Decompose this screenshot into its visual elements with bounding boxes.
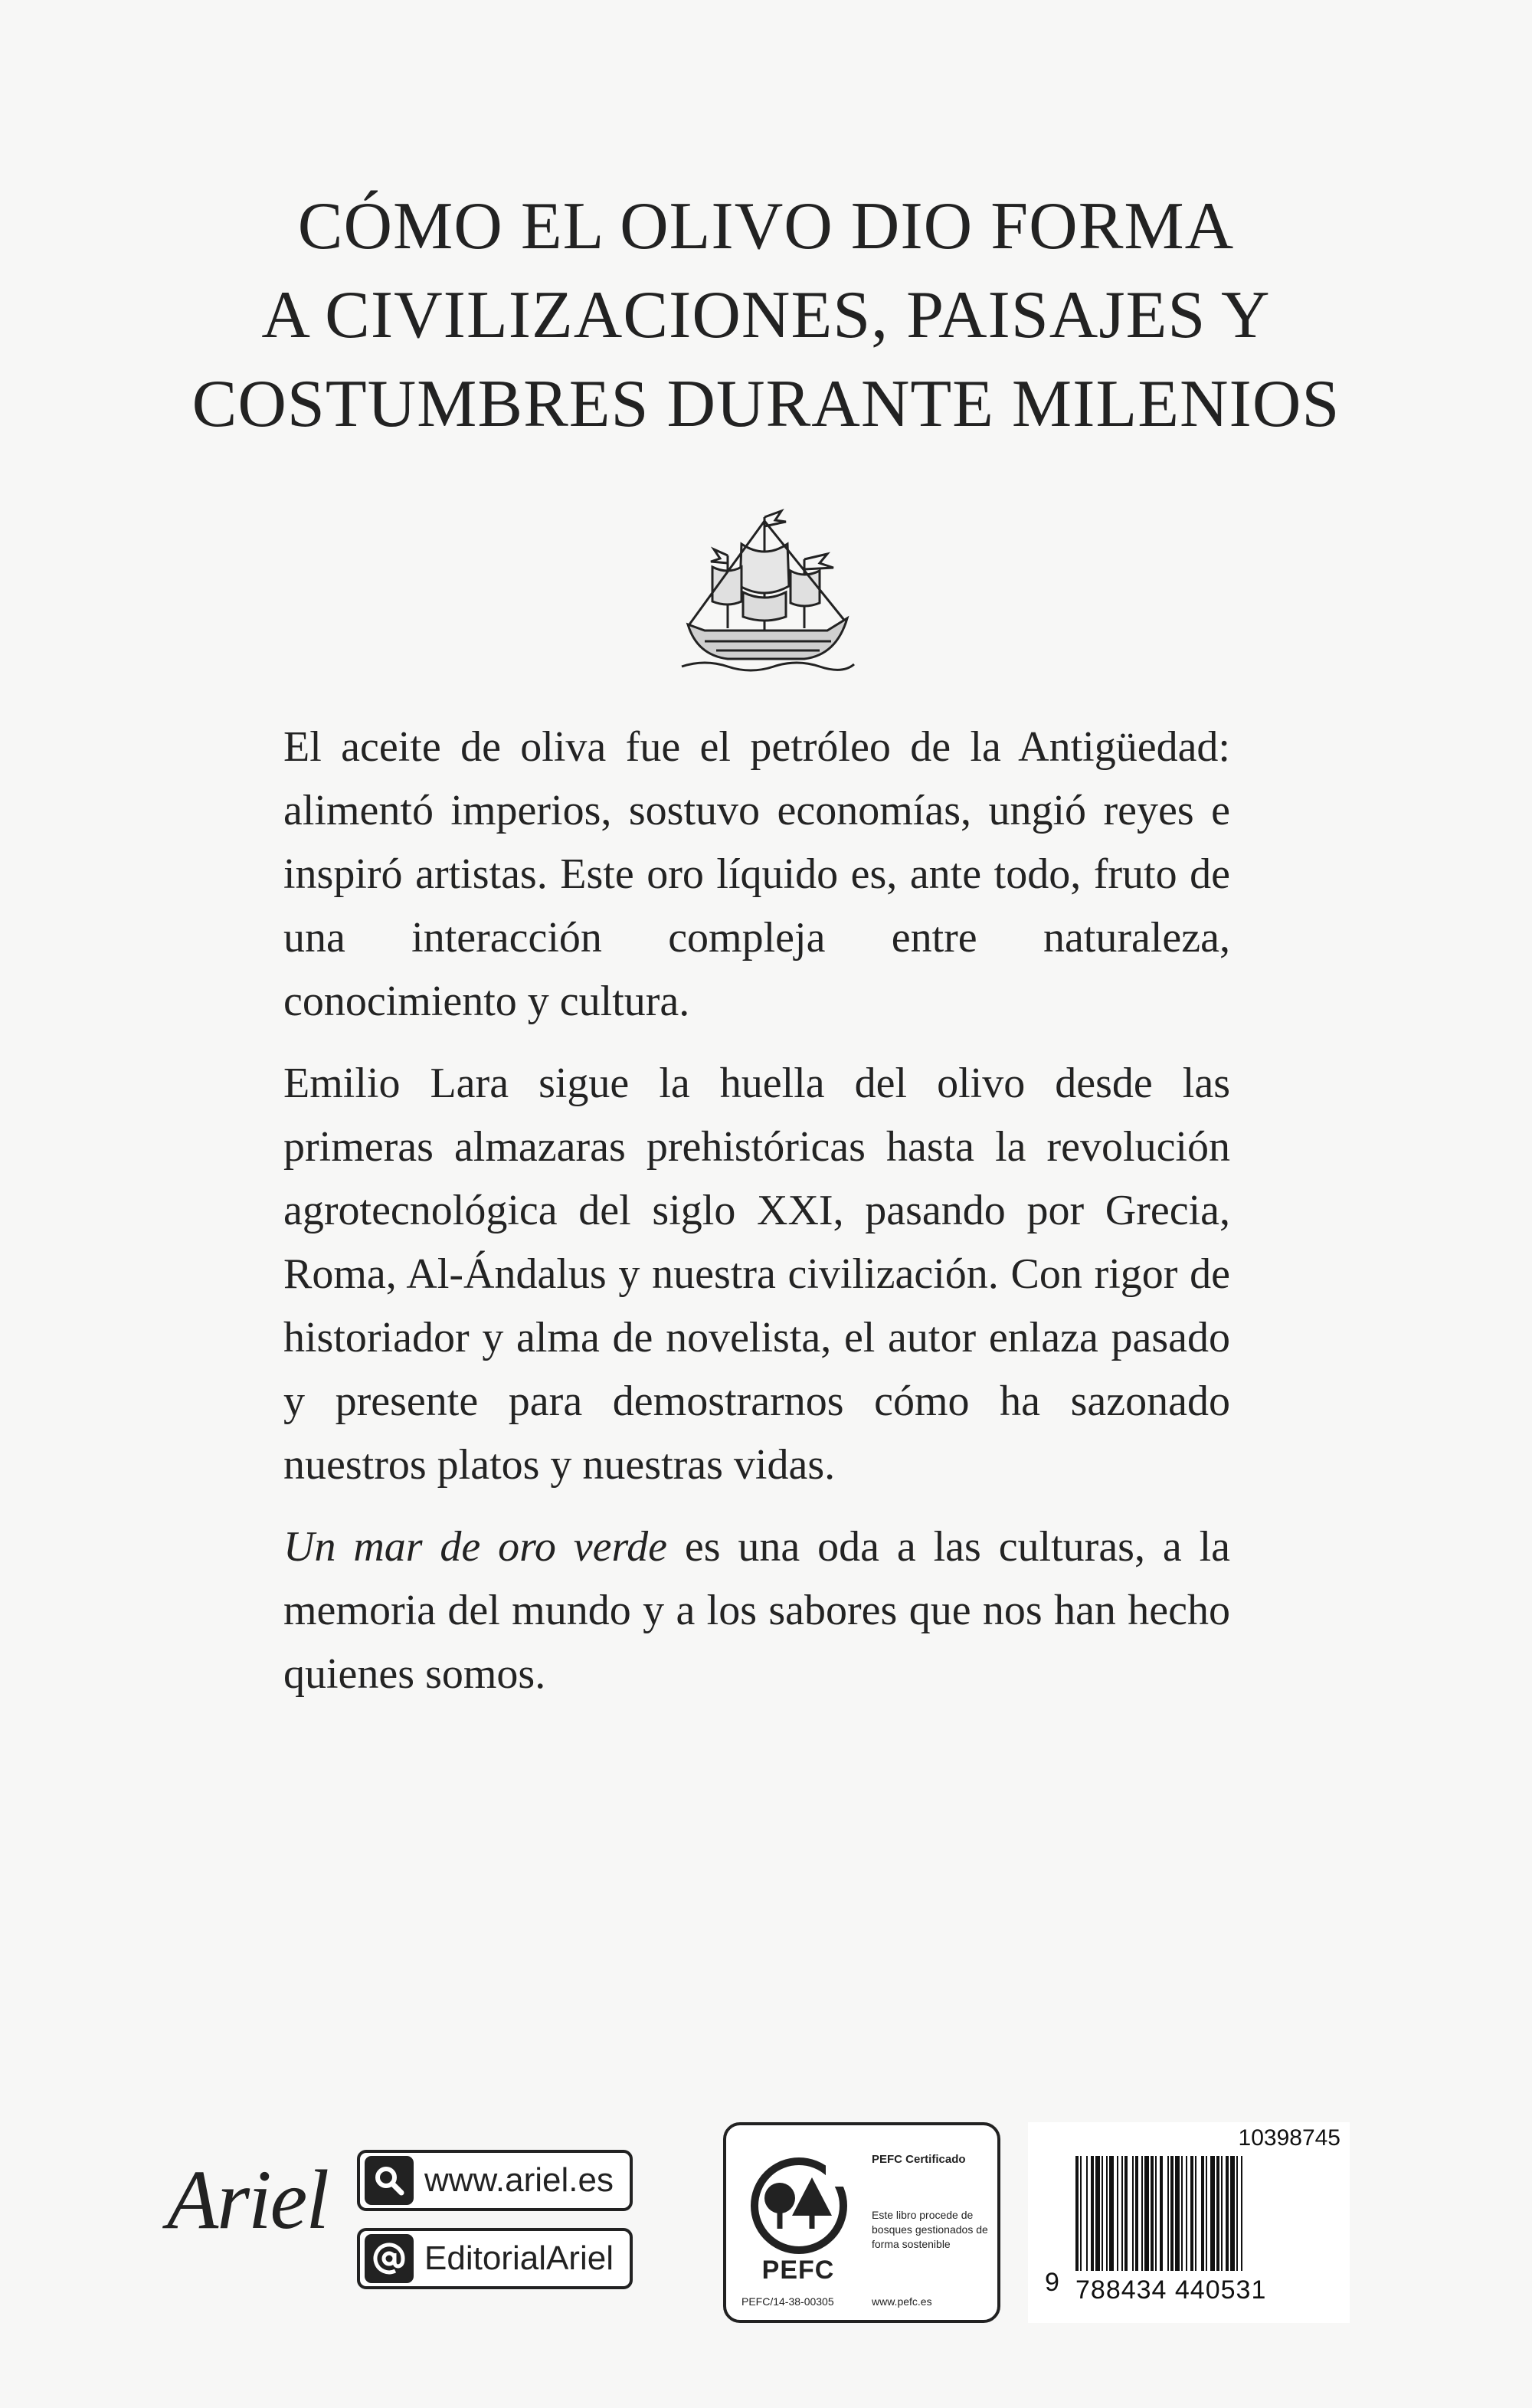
barcode-bar — [1109, 2156, 1114, 2271]
pefc-certification — [723, 2122, 1000, 2323]
pefc-certified: PEFC Certificado — [872, 2153, 966, 2166]
barcode-bar — [1210, 2156, 1215, 2271]
at-sign-icon — [365, 2234, 414, 2283]
pefc-description: Este libro procede de bosques gestionados de forma sostenible — [872, 2209, 988, 2250]
barcode-bar — [1135, 2156, 1138, 2271]
barcode-bar — [1080, 2156, 1082, 2271]
blurb-paragraph-2: Emilio Lara sigue la huella del olivo desde las primeras almazaras prehistóricas hasta la revolución agrotecnológica del siglo XXI, pasando por Grecia, Roma, Al-Ándalus y nuestra civilización. Con rigor de historiador y alma de novelista, el autor enlaza pasado y presente para demostrarnos cómo ha sazonado nuestros platos y nuestras vidas. — [283, 1060, 1230, 1489]
headline-line-3: COSTUMBRES DURANTE MILENIOS — [192, 367, 1340, 441]
barcode-bar — [1216, 2156, 1219, 2271]
social-badge[interactable] — [357, 2228, 633, 2289]
barcode-bar — [1175, 2156, 1180, 2271]
barcode-panel — [1028, 2122, 1350, 2323]
pefc-label: PEFC — [761, 2256, 835, 2285]
barcode-bar — [1190, 2156, 1193, 2271]
barcode-bar — [1091, 2156, 1094, 2271]
website-badge[interactable] — [357, 2150, 633, 2211]
barcode-icon — [1075, 2156, 1336, 2275]
headline — [77, 182, 1455, 449]
pefc-tree-icon — [749, 2156, 849, 2256]
barcode-bar — [1155, 2156, 1157, 2271]
isbn-digits: 788434 440531 — [1075, 2275, 1267, 2305]
ship-engraving-icon — [674, 502, 858, 678]
blurb-paragraph-3 — [283, 1515, 1230, 1706]
internal-code: 10398745 — [1238, 2125, 1340, 2151]
barcode-bar — [1206, 2156, 1207, 2271]
blurb-paragraph-1: El aceite de oliva fue el petróleo de la Antigüedad: alimentó imperios, sostuvo economías, ungió reyes e inspiró artistas. Este oro líquido es, ante todo, fruto de una interacción compleja entre naturaleza, conocimiento y cultura. — [283, 723, 1230, 1025]
website-url[interactable]: www.ariel.es — [424, 2161, 614, 2199]
barcode-bar — [1186, 2156, 1187, 2271]
barcode-bar — [1167, 2156, 1169, 2271]
blurb — [283, 716, 1230, 1725]
pefc-code: PEFC/14-38-00305 — [741, 2295, 834, 2308]
barcode-bar — [1141, 2156, 1143, 2271]
barcode-bar — [1241, 2156, 1242, 2271]
barcode-bar — [1151, 2156, 1154, 2271]
barcode-bar — [1132, 2156, 1134, 2271]
barcode-bar — [1181, 2156, 1183, 2271]
barcode-bar — [1221, 2156, 1223, 2271]
barcode-bar — [1095, 2156, 1100, 2271]
barcode-bar — [1117, 2156, 1118, 2271]
barcode-bar — [1124, 2156, 1128, 2271]
book-title: Un mar de oro verde — [283, 1523, 668, 1571]
social-handle[interactable]: EditorialAriel — [424, 2239, 614, 2277]
barcode-bar — [1230, 2156, 1235, 2271]
barcode-bar — [1170, 2156, 1174, 2271]
ariel-logo: Ariel — [167, 2153, 328, 2246]
search-icon — [365, 2156, 414, 2205]
barcode-bar — [1160, 2156, 1163, 2271]
barcode-bar — [1226, 2156, 1229, 2271]
barcode-bar — [1121, 2156, 1123, 2271]
barcode-bar — [1201, 2156, 1204, 2271]
headline-line-1: CÓMO EL OLIVO DIO FORMA — [297, 189, 1235, 264]
barcode-bar — [1102, 2156, 1103, 2271]
blurb-paragraph-3-rest: es una oda a las culturas, a la memoria del mundo y a los sabores que nos han hecho quienes somos. — [283, 1523, 1230, 1698]
barcode-bar — [1086, 2156, 1088, 2271]
barcode-bar — [1195, 2156, 1196, 2271]
barcode-bar — [1236, 2156, 1238, 2271]
barcode-bar — [1106, 2156, 1108, 2271]
headline-line-2: A CIVILIZACIONES, PAISAJES Y — [261, 278, 1271, 352]
barcode-bar — [1144, 2156, 1149, 2271]
barcode-bar — [1075, 2156, 1079, 2271]
isbn-first-digit: 9 — [1045, 2268, 1059, 2297]
pefc-url: www.pefc.es — [872, 2295, 932, 2308]
